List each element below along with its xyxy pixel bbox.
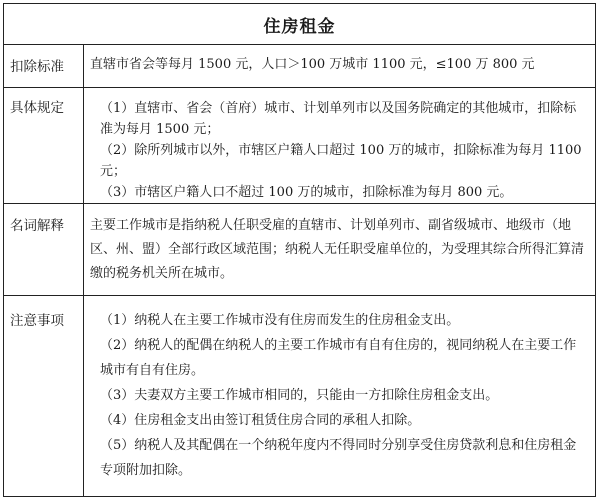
- note-item: （3）夫妻双方主要工作城市相同的，只能由一方扣除住房租金支出。: [100, 388, 499, 403]
- notes-content: [84, 296, 595, 496]
- row-specific-rules: [4, 88, 595, 204]
- row-term-explanation: [4, 204, 595, 296]
- row-label-deduction-standard: 扣除标准: [4, 45, 84, 87]
- row-label-term-explanation: 名词解释: [4, 204, 84, 295]
- specific-rules-content: [84, 88, 595, 203]
- table-title: 住房租金: [4, 4, 595, 45]
- row-label-specific-rules: 具体规定: [4, 88, 84, 203]
- deduction-standard-para: 直辖市省会等每月 1500 元，人口＞100 万城市 1100 元，≤100 万 800 元: [90, 57, 535, 72]
- note-item: （5）纳税人及其配偶在一个纳税年度内不得同时分别享受住房贷款利息和住房租金专项附加扣除。: [100, 438, 577, 478]
- deduction-standard-text: [84, 45, 595, 87]
- note-item: （2）纳税人的配偶在纳税人的主要工作城市有自有住房的，视同纳税人在主要工作城市有自有住房。: [100, 338, 577, 378]
- note-item: （4）住房租金支出由签订租赁住房合同的承租人扣除。: [100, 413, 421, 428]
- term-explanation-content: [84, 204, 595, 295]
- row-deduction-standard: [4, 45, 595, 88]
- specific-rule-item: （2）除所列城市以外，市辖区户籍人口超过 100 万的城市，扣除标准为每月 1100 元；: [100, 143, 582, 179]
- note-item: （1）纳税人在主要工作城市没有住房而发生的住房租金支出。: [100, 313, 460, 328]
- specific-rule-item: （3）市辖区户籍人口不超过 100 万的城市，扣除标准为每月 800 元。: [100, 185, 513, 200]
- row-label-notes: 注意事项: [4, 296, 84, 496]
- specific-rule-item: （1）直辖市、省会（首府）城市、计划单列市以及国务院确定的其他城市，扣除标准为每月 1500 元；: [100, 101, 577, 137]
- row-notes: [4, 296, 595, 496]
- housing-rent-table: [3, 3, 596, 497]
- term-explanation-para: 主要工作城市是指纳税人任职受雇的直辖市、计划单列市、副省级城市、地级市（地区、州、盟）全部行政区域范围；纳税人无任职受雇单位的，为受理其综合所得汇算清缴的税务机关所在城市。: [90, 218, 585, 281]
